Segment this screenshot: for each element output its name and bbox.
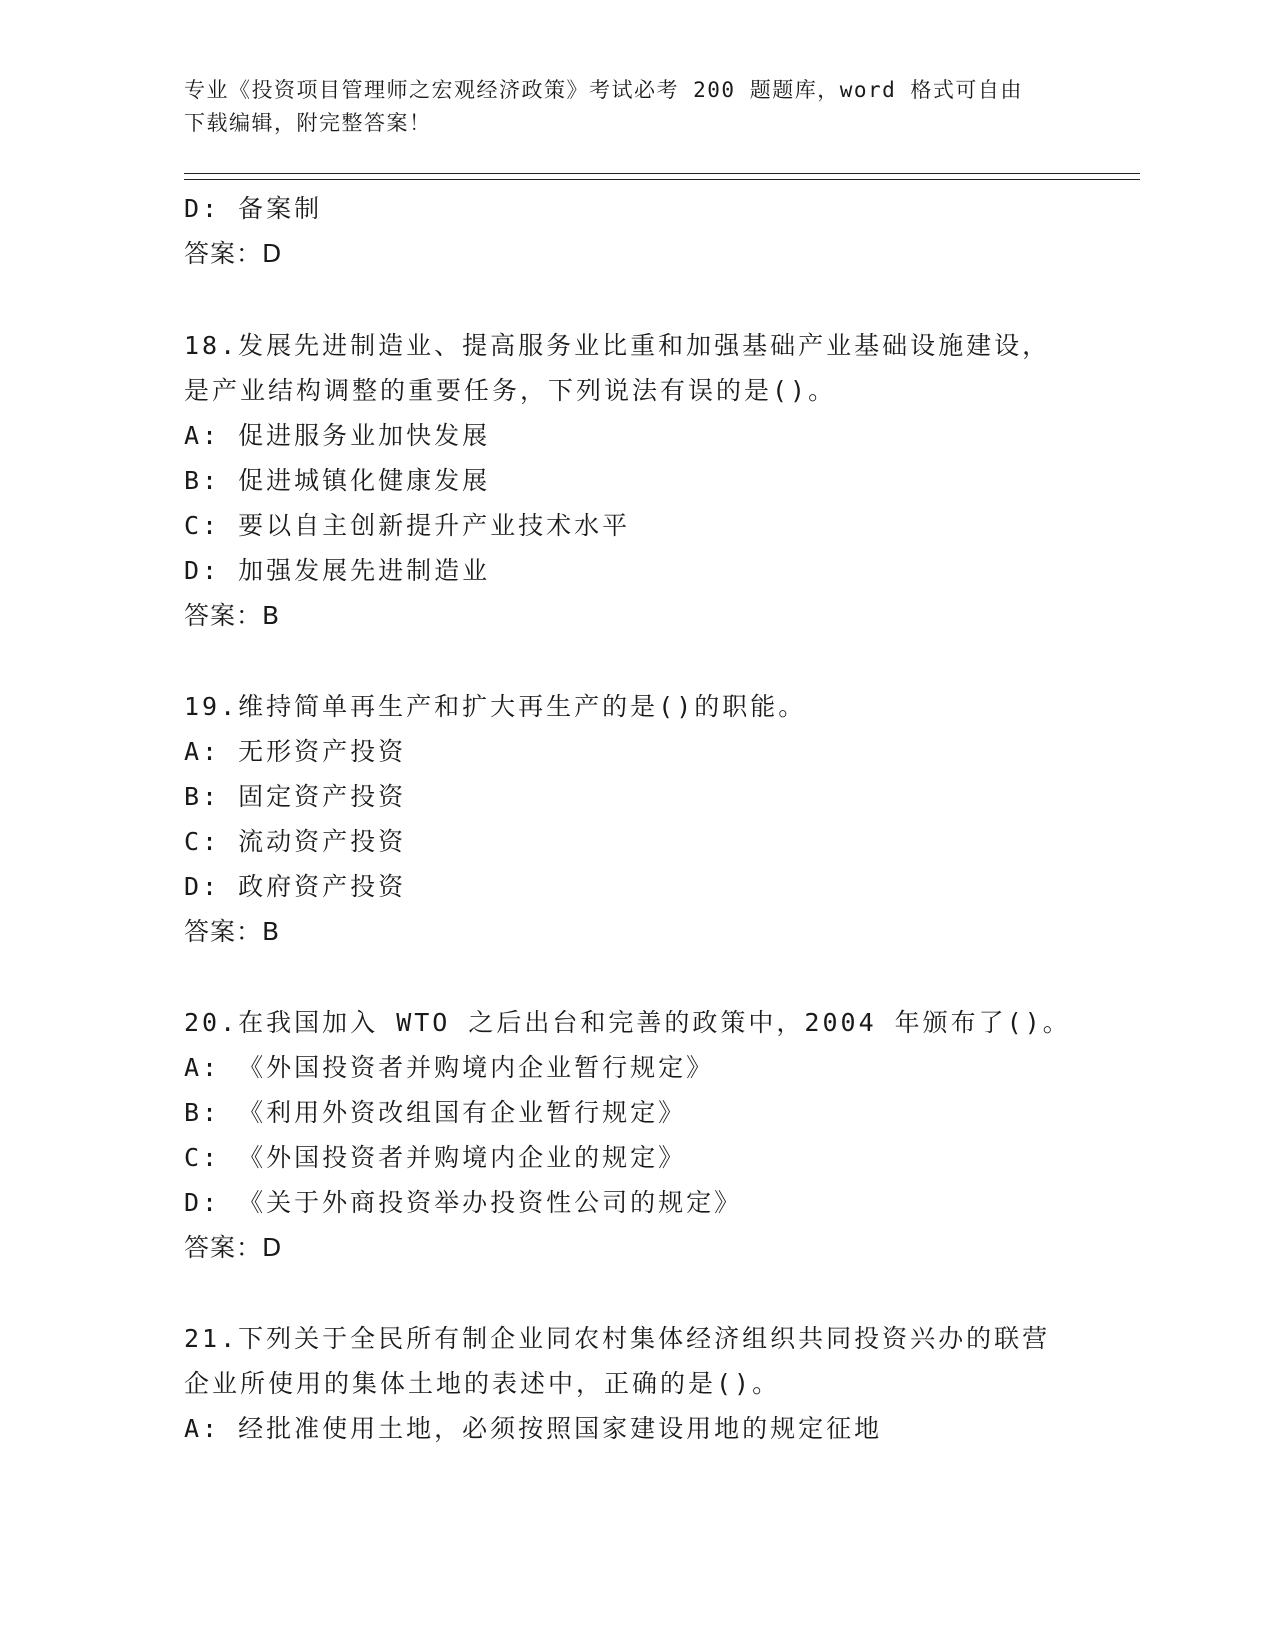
header-line-1: 专业《投资项目管理师之宏观经济政策》考试必考 200 题题库，word 格式可自由 bbox=[184, 78, 1023, 102]
question-stem: 18.发展先进制造业、提高服务业比重和加强基础产业基础设施建设， bbox=[184, 331, 1051, 360]
question-20 bbox=[184, 1000, 1084, 1270]
header-line-2: 下载编辑，附完整答案！ bbox=[184, 111, 432, 135]
option-d: D: 加强发展先进制造业 bbox=[184, 556, 491, 585]
question-stem-continued: 是产业结构调整的重要任务，下列说法有误的是()。 bbox=[184, 376, 837, 405]
question-stem: 20.在我国加入 WTO 之后出台和完善的政策中，2004 年颁布了()。 bbox=[184, 1008, 1071, 1037]
header-divider-top bbox=[184, 173, 1140, 174]
option-b: B: 促进城镇化健康发展 bbox=[184, 466, 491, 495]
option-c: C: 流动资产投资 bbox=[184, 827, 407, 856]
option-b: B: 《利用外资改组国有企业暂行规定》 bbox=[184, 1098, 687, 1127]
option-a: A: 无形资产投资 bbox=[184, 737, 407, 766]
question-21 bbox=[184, 1316, 1084, 1451]
question-18 bbox=[184, 323, 1084, 638]
answer-line: 答案：D bbox=[184, 1233, 283, 1262]
option-d: D: 备案制 bbox=[184, 194, 323, 223]
option-b: B: 固定资产投资 bbox=[184, 782, 407, 811]
option-c: C: 要以自主创新提升产业技术水平 bbox=[184, 511, 631, 540]
question-stem: 21.下列关于全民所有制企业同农村集体经济组织共同投资兴办的联营 bbox=[184, 1324, 1051, 1353]
question-19 bbox=[184, 684, 1084, 954]
question-list bbox=[184, 186, 1084, 1451]
document-header bbox=[184, 74, 1064, 140]
question-stem: 19.维持简单再生产和扩大再生产的是()的职能。 bbox=[184, 692, 807, 721]
option-a: A: 经批准使用土地，必须按照国家建设用地的规定征地 bbox=[184, 1414, 883, 1443]
option-a: A: 促进服务业加快发展 bbox=[184, 421, 491, 450]
question-17-tail bbox=[184, 186, 1084, 276]
answer-line: 答案：D bbox=[184, 239, 283, 268]
option-a: A: 《外国投资者并购境内企业暂行规定》 bbox=[184, 1053, 715, 1082]
header-divider-bottom bbox=[184, 179, 1140, 180]
option-d: D: 《关于外商投资举办投资性公司的规定》 bbox=[184, 1188, 743, 1217]
answer-line: 答案：B bbox=[184, 917, 281, 946]
answer-line: 答案：B bbox=[184, 601, 281, 630]
question-stem-continued: 企业所使用的集体土地的表述中，正确的是()。 bbox=[184, 1369, 781, 1398]
option-d: D: 政府资产投资 bbox=[184, 872, 407, 901]
option-c: C: 《外国投资者并购境内企业的规定》 bbox=[184, 1143, 687, 1172]
